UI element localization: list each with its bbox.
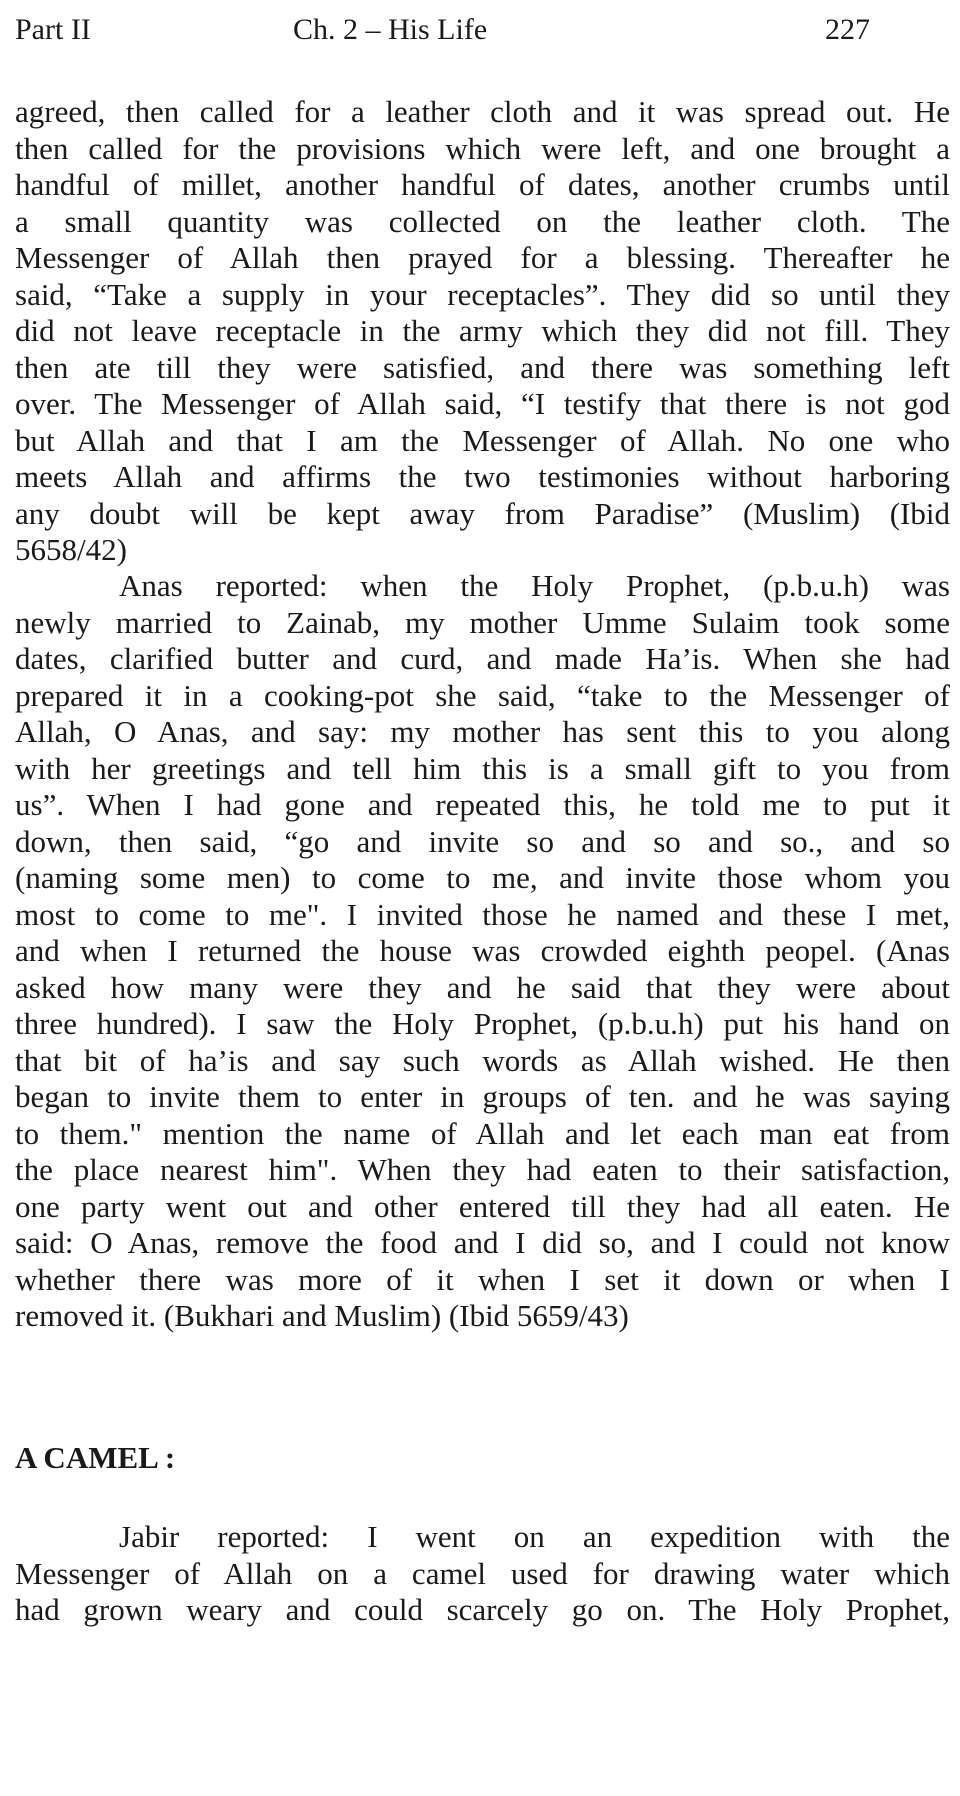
text-line: with her greetings and tell him this is a small gift to you from [15,750,950,786]
text-line: but Allah and that I am the Messenger of Allah. No one who [15,422,950,458]
text-line: did not leave receptacle in the army which they did not fill. They [15,313,950,348]
text-line: down, then said, “go and invite so and so and so., and so [15,823,950,859]
text-line: had grown weary and could scarcely go on. The Holy Prophet, [15,1592,950,1627]
text-line: 5658/42) [15,532,127,567]
text-line: us”. When I had gone and repeated this, he told me to put it [15,787,950,822]
text-line: Jabir reported: I went on an expedition with the [119,1519,950,1554]
text-line: over. The Messenger of Allah said, “I testify that there is not god [15,386,950,421]
text-line: any doubt will be kept away from Paradise” (Muslim) (Ibid [15,495,950,531]
text-line: then called for the provisions which were left, and one brought a [15,130,950,166]
text-line: Messenger of Allah then prayed for a blessing. Thereafter he [15,240,950,275]
text-line: (naming some men) to come to me, and invite those whom you [15,860,950,895]
paragraph-3 [15,1519,950,1629]
paragraph-2 [15,568,950,1335]
running-header-part: Part II [15,13,91,46]
text-line: asked how many were they and he said that they were about [15,969,950,1005]
text-line: one party went out and other entered till they had all eaten. He [15,1188,950,1224]
text-line: meets Allah and affirms the two testimonies without harboring [15,459,950,494]
text-line: to them." mention the name of Allah and let each man eat from [15,1115,950,1151]
paragraph-1 [15,94,950,569]
text-line: said, “Take a supply in your receptacles”. They did so until they [15,276,950,312]
text-line: said: O Anas, remove the food and I did so, and I could not know [15,1225,950,1260]
text-line: that bit of ha’is and say such words as Allah wished. He then [15,1042,950,1078]
running-header-chapter: Ch. 2 – His Life [293,13,488,46]
text-line: and when I returned the house was crowded eighth peopel. (Anas [15,933,950,968]
text-line: prepared it in a cooking-pot she said, “take to the Messenger of [15,677,950,713]
text-line: began to invite them to enter in groups of ten. and he was saying [15,1079,950,1114]
page-number: 227 [825,13,870,46]
text-line: Messenger of Allah on a camel used for drawing water which [15,1555,950,1591]
text-line: a small quantity was collected on the leather cloth. The [15,203,950,239]
text-line: most to come to me". I invited those he named and these I met, [15,896,950,932]
text-line: removed it. (Bukhari and Muslim) (Ibid 5659/43) [15,1298,629,1333]
text-line: agreed, then called for a leather cloth and it was spread out. He [15,94,950,129]
text-line: Allah, O Anas, and say: my mother has sent this to you along [15,714,950,749]
text-line: dates, clarified butter and curd, and made Ha’is. When she had [15,641,950,676]
text-line: newly married to Zainab, my mother Umme Sulaim took some [15,604,950,640]
text-line: three hundred). I saw the Holy Prophet, (p.b.u.h) put his hand on [15,1006,950,1041]
text-line: the place nearest him". When they had eaten to their satisfaction, [15,1152,950,1187]
text-line: whether there was more of it when I set it down or when I [15,1261,950,1297]
text-line: then ate till they were satisfied, and there was something left [15,349,950,385]
section-heading: A CAMEL : [15,1440,176,1475]
text-line: Anas reported: when the Holy Prophet, (p.b.u.h) was [119,568,950,603]
text-line: handful of millet, another handful of dates, another crumbs until [15,167,950,202]
